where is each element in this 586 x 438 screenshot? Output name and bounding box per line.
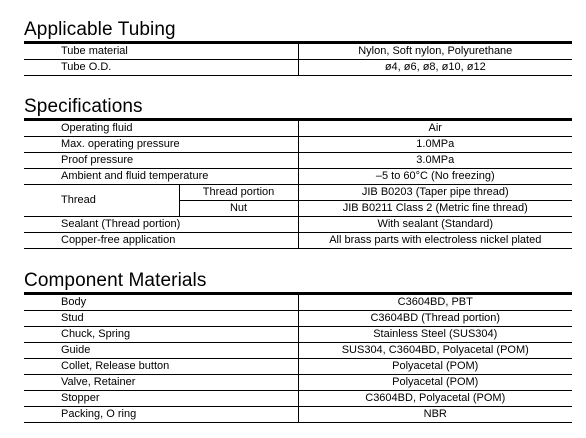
row-label: Stud — [24, 311, 298, 327]
table-row — [24, 153, 572, 169]
table-row — [24, 44, 572, 60]
table-row — [24, 359, 572, 375]
specifications-section-title: Specifications — [24, 96, 143, 117]
row-label: Guide — [24, 343, 298, 359]
row-label: Proof pressure — [24, 153, 298, 169]
row-value: Nylon, Soft nylon, Polyurethane — [298, 44, 572, 60]
row-value: With sealant (Standard) — [298, 217, 572, 233]
row-value: NBR — [298, 407, 572, 423]
row-value: –5 to 60°C (No freezing) — [298, 169, 572, 185]
row-value: Polyacetal (POM) — [298, 375, 572, 391]
row-value: 3.0MPa — [298, 153, 572, 169]
table-row — [24, 121, 572, 137]
row-value: C3604BD, Polyacetal (POM) — [298, 391, 572, 407]
table-row — [24, 343, 572, 359]
row-value: ø4, ø6, ø8, ø10, ø12 — [298, 60, 572, 76]
table-row — [24, 375, 572, 391]
table-row — [24, 185, 572, 201]
row-label: Chuck, Spring — [24, 327, 298, 343]
row-value: JIB B0203 (Taper pipe thread) — [298, 185, 572, 201]
thread-sub-label: Nut — [179, 201, 298, 217]
materials-section-title: Component Materials — [24, 270, 207, 291]
row-value: Stainless Steel (SUS304) — [298, 327, 572, 343]
row-label: Copper-free application — [24, 233, 298, 249]
table-row — [24, 295, 572, 311]
row-label: Ambient and fluid temperature — [24, 169, 298, 185]
thread-sub-label: Thread portion — [179, 185, 298, 201]
row-value: SUS304, C3604BD, Polyacetal (POM) — [298, 343, 572, 359]
tubing-section-title: Applicable Tubing — [24, 19, 176, 40]
table-row — [24, 137, 572, 153]
row-value: Air — [298, 121, 572, 137]
row-label: Sealant (Thread portion) — [24, 217, 298, 233]
row-value: C3604BD, PBT — [298, 295, 572, 311]
row-label: Operating fluid — [24, 121, 298, 137]
row-label: Valve, Retainer — [24, 375, 298, 391]
tubing-table — [24, 43, 572, 76]
table-row — [24, 169, 572, 185]
table-row — [24, 60, 572, 76]
row-label: Tube O.D. — [24, 60, 298, 76]
table-row — [24, 327, 572, 343]
row-value: Polyacetal (POM) — [298, 359, 572, 375]
table-row — [24, 233, 572, 249]
row-value: C3604BD (Thread portion) — [298, 311, 572, 327]
row-value: JIB B0211 Class 2 (Metric fine thread) — [298, 201, 572, 217]
row-label: Stopper — [24, 391, 298, 407]
specifications-table — [24, 120, 572, 249]
thread-group-label: Thread — [24, 185, 179, 217]
row-label: Collet, Release button — [24, 359, 298, 375]
table-row — [24, 311, 572, 327]
row-label: Tube material — [24, 44, 298, 60]
materials-table — [24, 294, 572, 423]
row-label: Max. operating pressure — [24, 137, 298, 153]
row-label: Body — [24, 295, 298, 311]
row-value: 1.0MPa — [298, 137, 572, 153]
table-row — [24, 407, 572, 423]
row-label: Packing, O ring — [24, 407, 298, 423]
row-value: All brass parts with electroless nickel plated — [298, 233, 572, 249]
table-row — [24, 391, 572, 407]
table-row — [24, 217, 572, 233]
